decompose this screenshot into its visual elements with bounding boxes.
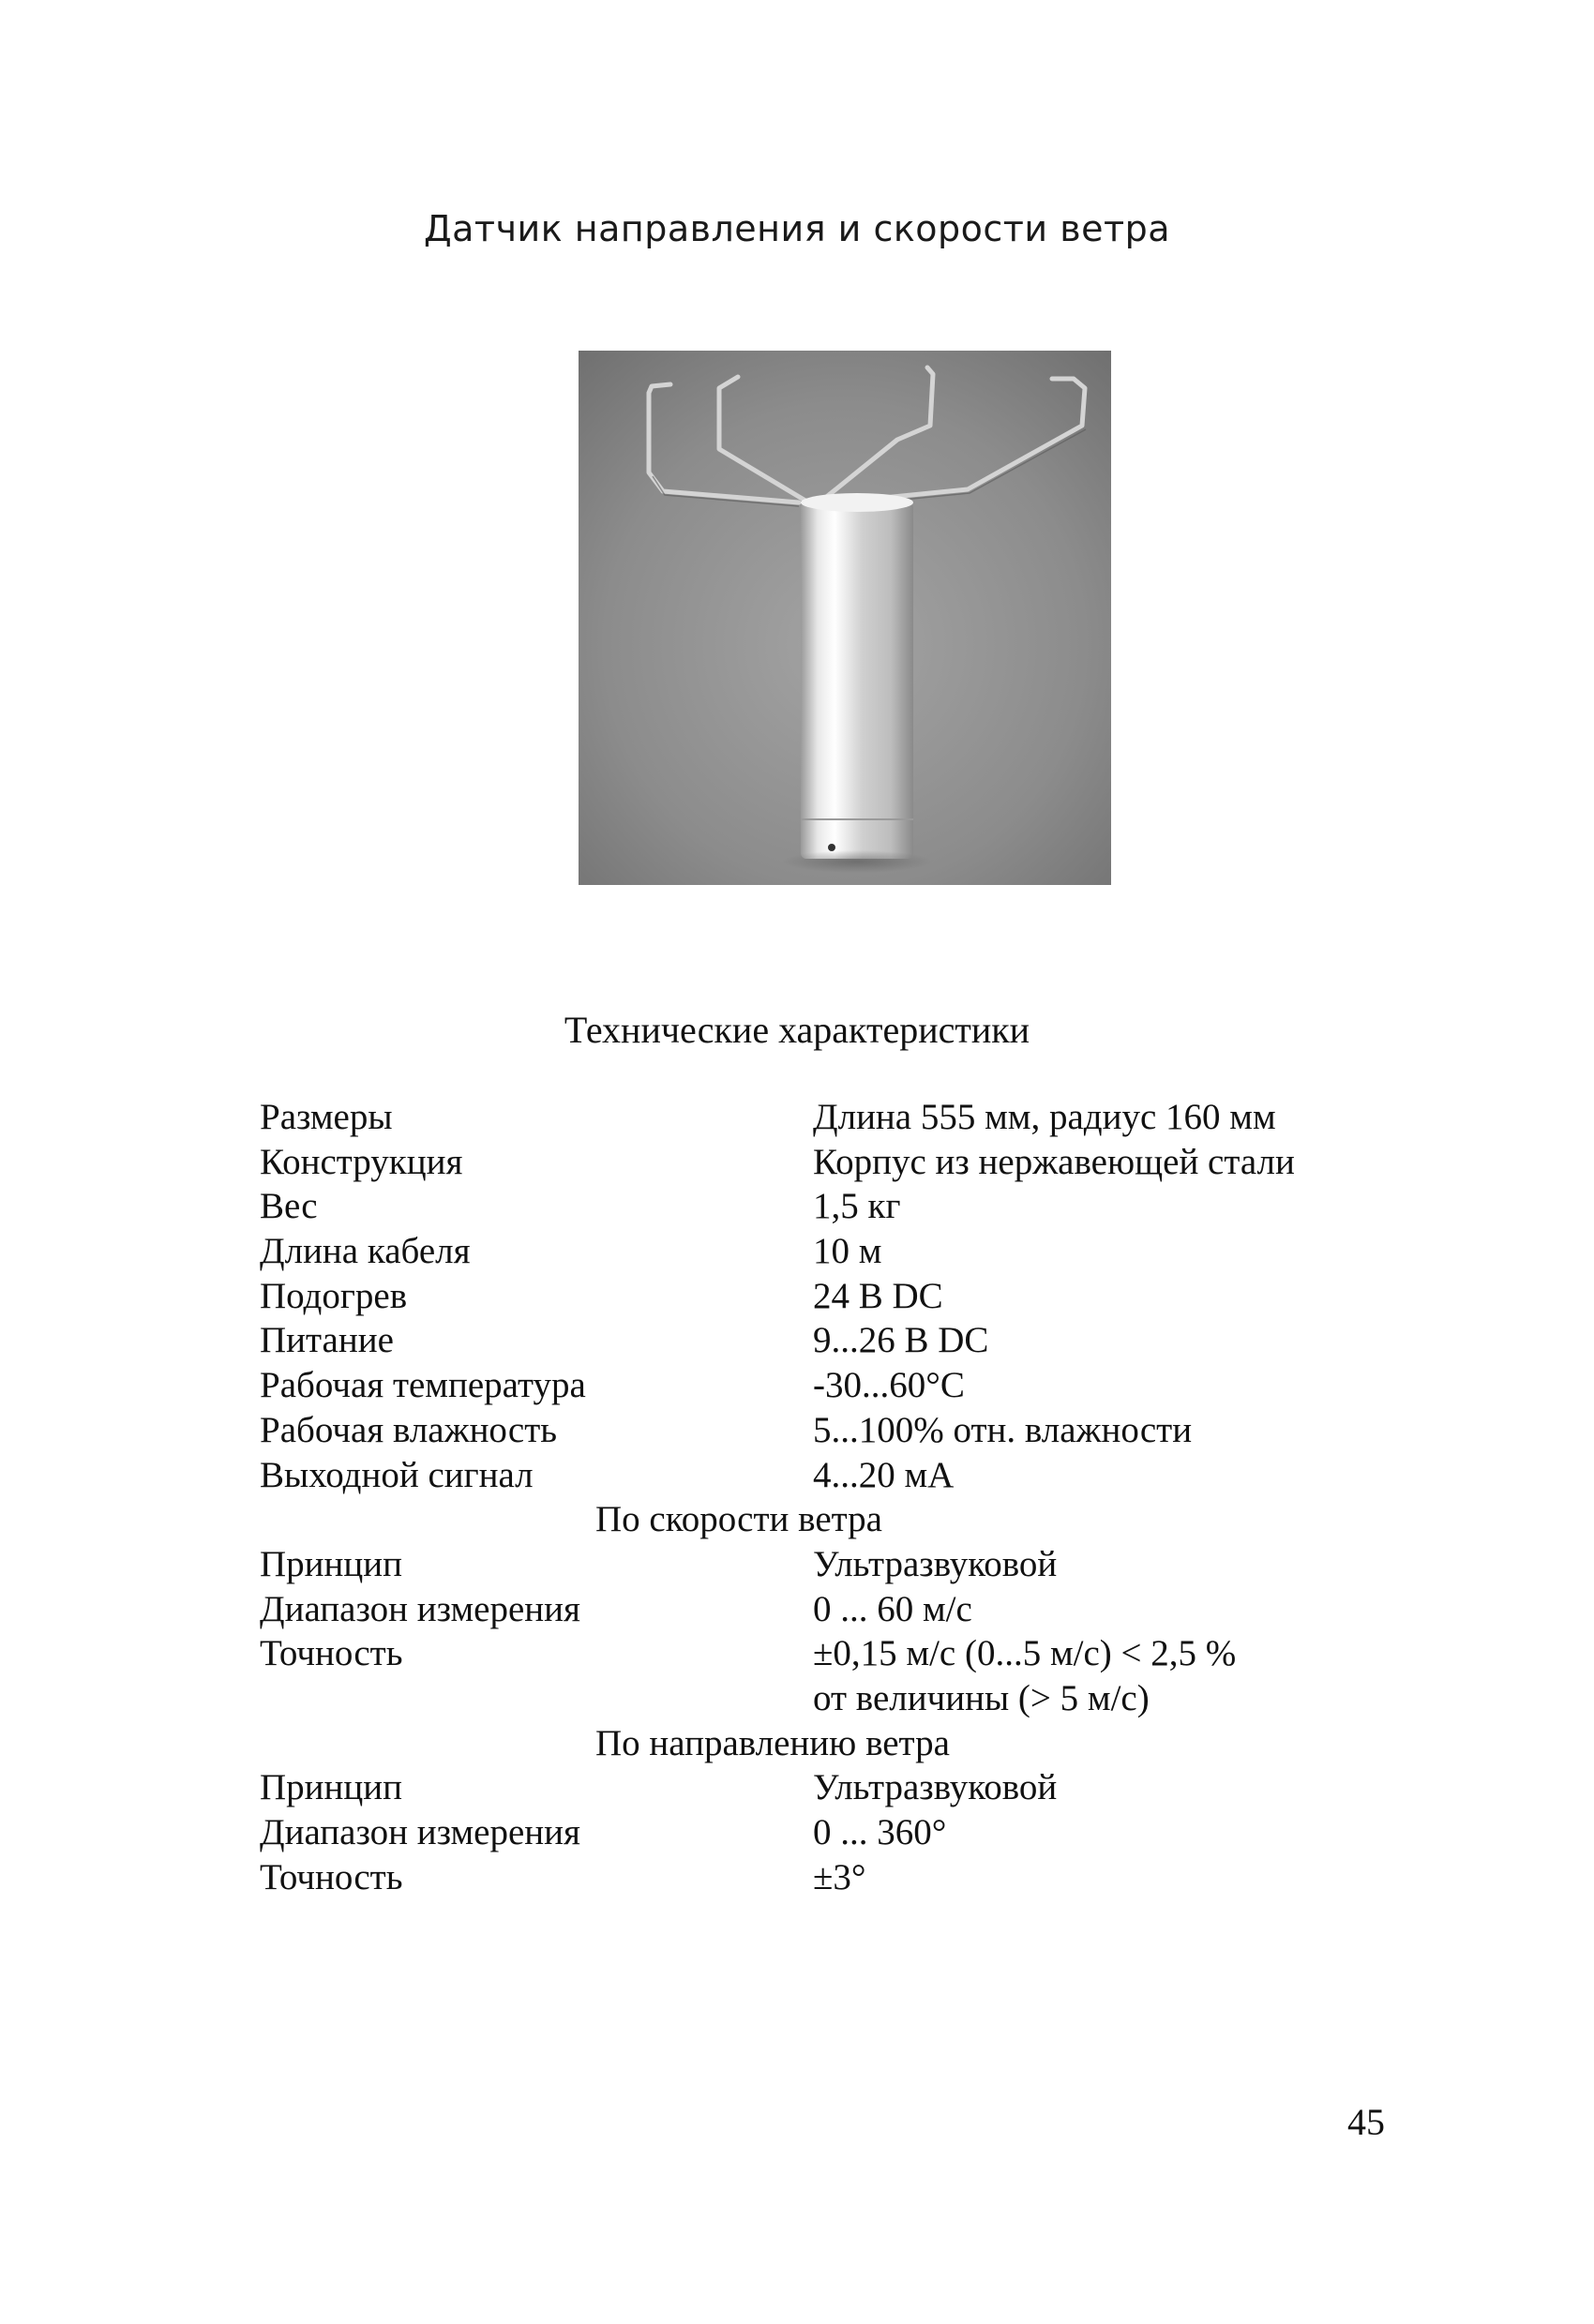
spec-row [260, 1274, 1385, 1319]
spec-label: Принцип [260, 1543, 403, 1584]
spec-value: 24 В DC [813, 1275, 943, 1316]
spec-label: Подогрев [260, 1275, 408, 1316]
spec-row [260, 1542, 1385, 1587]
section-heading-speed: По скорости ветра [595, 1499, 882, 1540]
ultrasonic-anemometer-photo [579, 351, 1111, 885]
spec-row [260, 1363, 1385, 1408]
spec-value: 9...26 В DC [813, 1320, 989, 1361]
spec-row [260, 1229, 1385, 1274]
spec-row [260, 1453, 1385, 1498]
spec-label: Принцип [260, 1767, 403, 1808]
spec-value: 0 ... 360° [813, 1812, 947, 1852]
specs-table [260, 1095, 1385, 1899]
spec-value: 1,5 кг [813, 1186, 901, 1227]
spec-row [260, 1676, 1385, 1721]
spec-row [260, 1855, 1385, 1900]
spec-label: Рабочая температура [260, 1365, 586, 1406]
page-title: Датчик направления и скорости ветра [423, 208, 1171, 249]
spec-row [260, 1408, 1385, 1453]
spec-row [260, 1140, 1385, 1185]
spec-row [260, 1095, 1385, 1140]
spec-value: Длина 555 мм, радиус 160 мм [813, 1097, 1276, 1137]
spec-label [260, 1676, 813, 1721]
spec-row [260, 1318, 1385, 1363]
spec-row [260, 1184, 1385, 1229]
spec-label: Конструкция [260, 1141, 463, 1182]
spec-label: Длина кабеля [260, 1231, 471, 1272]
spec-label: Вес [260, 1186, 318, 1227]
spec-value: 5...100% отн. влажности [813, 1409, 1193, 1450]
spec-row [260, 1810, 1385, 1855]
spec-value: ±0,15 м/с (0...5 м/с) < 2,5 % [813, 1633, 1237, 1674]
spec-value: 10 м [813, 1231, 882, 1272]
spec-value: ±3° [813, 1856, 866, 1897]
section-heading-direction: По направлению ветра [595, 1722, 950, 1763]
spec-value: 0 ... 60 м/с [813, 1588, 972, 1629]
spec-label: Диапазон измерения [260, 1812, 580, 1852]
spec-label: Точность [260, 1856, 403, 1897]
spec-label: Питание [260, 1320, 394, 1361]
spec-label: Рабочая влажность [260, 1409, 558, 1450]
spec-row [260, 1765, 1385, 1810]
spec-label: Точность [260, 1633, 403, 1674]
spec-value: Корпус из нержавеющей стали [813, 1141, 1295, 1182]
spec-value: Ультразвуковой [813, 1767, 1058, 1808]
spec-row [260, 1631, 1385, 1676]
spec-value: Ультразвуковой [813, 1543, 1058, 1584]
spec-value: -30...60°С [813, 1365, 965, 1406]
spec-row [260, 1587, 1385, 1632]
spec-value: 4...20 мА [813, 1454, 955, 1495]
spec-label: Размеры [260, 1097, 393, 1137]
page-number: 45 [1347, 2101, 1385, 2143]
sensor-photo [579, 351, 1111, 885]
spec-title: Технические характеристики [564, 1009, 1030, 1051]
spec-label: Диапазон измерения [260, 1588, 580, 1629]
spec-label: Выходной сигнал [260, 1454, 534, 1495]
spec-value: от величины (> 5 м/с) [813, 1677, 1150, 1718]
